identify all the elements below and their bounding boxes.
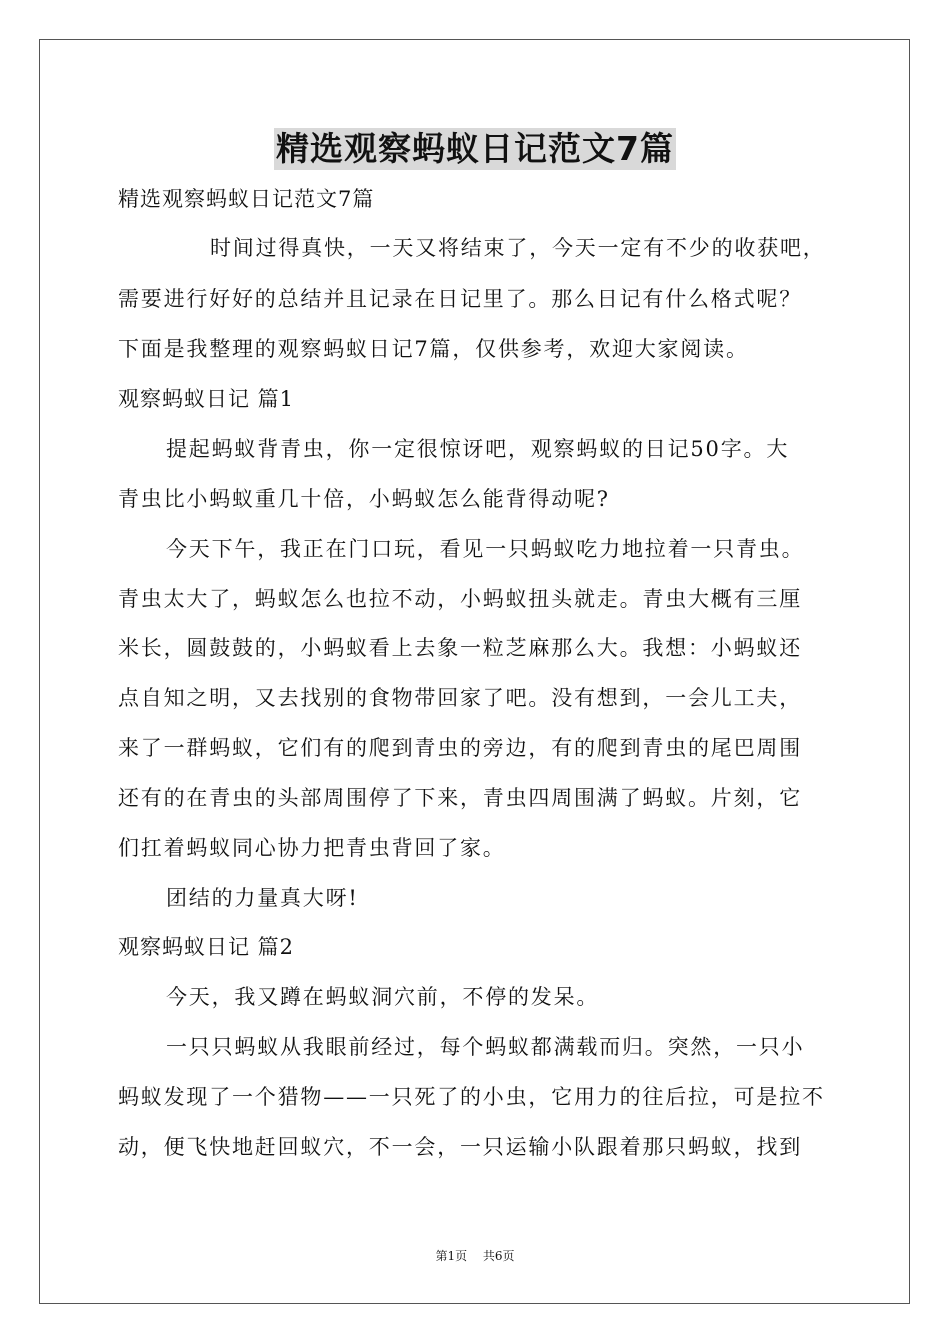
document-title: 精选观察蚂蚁日记范文7篇 xyxy=(276,129,674,168)
paragraph-line: 来了一群蚂蚁，它们有的爬到青虫的旁边，有的爬到青虫的尾巴周围 xyxy=(118,736,802,760)
subtitle-line: 精选观察蚂蚁日记范文7篇 xyxy=(118,187,375,211)
paragraph-line: 还有的在青虫的头部周围停了下来，青虫四周围满了蚂蚁。片刻，它 xyxy=(118,786,802,810)
paragraph-line: 青虫太大了，蚂蚁怎么也拉不动，小蚂蚁扭头就走。青虫大概有三厘 xyxy=(118,587,802,611)
paragraph-line: 蚂蚁发现了一个猎物——一只死了的小虫，它用力的往后拉，可是拉不 xyxy=(118,1085,825,1109)
section-heading-1: 观察蚂蚁日记 篇1 xyxy=(118,387,295,411)
paragraph-line: 们扛着蚂蚁同心协力把青虫背回了家。 xyxy=(118,836,506,860)
paragraph-line: 动，便飞快地赶回蚁穴，不一会，一只运输小队跟着那只蚂蚁，找到 xyxy=(118,1135,802,1159)
paragraph-line: 今天，我又蹲在蚂蚁洞穴前，不停的发呆。 xyxy=(166,985,600,1009)
page-border xyxy=(39,39,910,1304)
page-number: 第1页 xyxy=(435,1249,468,1263)
intro-line-1: 时间过得真快，一天又将结束了，今天一定有不少的收获吧， xyxy=(210,236,826,260)
page-footer xyxy=(0,1248,950,1264)
paragraph-line: 今天下午，我正在门口玩，看见一只蚂蚁吃力地拉着一只青虫。 xyxy=(166,537,805,561)
intro-line-2: 需要进行好好的总结并且记录在日记里了。那么日记有什么格式呢？ xyxy=(118,287,802,311)
paragraph-line: 青虫比小蚂蚁重几十倍，小蚂蚁怎么能背得动呢? xyxy=(118,487,610,511)
paragraph-line: 一只只蚂蚁从我眼前经过，每个蚂蚁都满载而归。突然，一只小 xyxy=(166,1035,805,1059)
section-heading-2: 观察蚂蚁日记 篇2 xyxy=(118,935,295,959)
paragraph-line: 团结的力量真大呀! xyxy=(166,886,359,910)
intro-line-3: 下面是我整理的观察蚂蚁日记7篇，仅供参考，欢迎大家阅读。 xyxy=(118,337,749,361)
paragraph-line: 米长，圆鼓鼓的，小蚂蚁看上去象一粒芝麻那么大。我想：小蚂蚁还 xyxy=(118,636,802,660)
paragraph-line: 提起蚂蚁背青虫，你一定很惊讶吧，观察蚂蚁的日记50字。大 xyxy=(166,437,790,461)
paragraph-line: 点自知之明，又去找别的食物带回家了吧。没有想到，一会儿工夫， xyxy=(118,686,802,710)
title-container xyxy=(0,128,950,170)
page-total: 共6页 xyxy=(482,1249,515,1263)
